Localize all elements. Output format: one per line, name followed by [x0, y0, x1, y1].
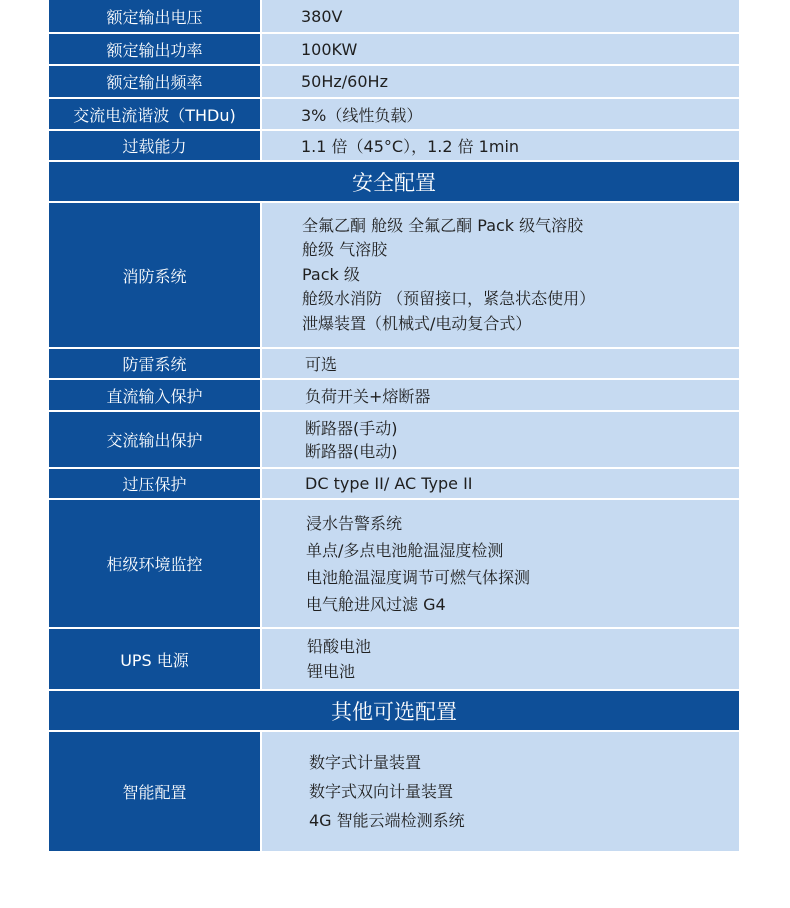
env-line: 单点/多点电池舱温湿度检测: [306, 540, 504, 560]
row-label-overvoltage: 过压保护: [49, 469, 260, 498]
table-row: [49, 66, 739, 97]
row-value-smart: [262, 732, 739, 851]
row-label-ac-protect: 交流输出保护: [49, 412, 260, 467]
ac-protect-line: 断路器(手动): [305, 418, 398, 438]
table-row: [49, 469, 739, 498]
table-row: [49, 0, 739, 32]
row-label-rated-power: 额定输出功率: [49, 34, 260, 64]
table-row: [49, 500, 739, 627]
row-label-ups: UPS 电源: [49, 629, 260, 689]
row-value-rated-power: 100KW: [262, 34, 739, 64]
row-value-thdu: 3%（线性负载）: [262, 99, 739, 129]
row-label-dc-protect: 直流输入保护: [49, 380, 260, 410]
table-row: [49, 349, 739, 378]
ups-line: 锂电池: [307, 662, 356, 681]
row-value-ac-protect: [262, 412, 739, 467]
table-row: [49, 99, 739, 129]
row-label-rated-frequency: 额定输出频率: [49, 66, 260, 97]
env-line: 电池舱温湿度调节可燃气体探测: [306, 567, 531, 587]
env-line: 电气舱进风过滤 G4: [306, 594, 446, 614]
row-value-ups: [262, 629, 739, 689]
table-row: [49, 380, 739, 410]
row-label-fire: 消防系统: [49, 203, 260, 347]
row-label-thdu: 交流电流谐波（THDu): [49, 99, 260, 129]
section-header-other: 其他可选配置: [49, 691, 739, 730]
row-value-env: [262, 500, 739, 627]
smart-line: 数字式双向计量装置: [309, 782, 454, 801]
fire-line: 泄爆装置（机械式/电动复合式）: [302, 313, 532, 333]
row-value-lightning: 可选: [262, 349, 739, 378]
table-row: [49, 131, 739, 160]
row-value-rated-voltage: 380V: [262, 0, 739, 32]
row-label-lightning: 防雷系统: [49, 349, 260, 378]
section-header-safety: 安全配置: [49, 162, 739, 201]
row-label-overload: 过载能力: [49, 131, 260, 160]
ups-line: 铅酸电池: [307, 637, 372, 656]
fire-line: Pack 级: [302, 264, 360, 284]
row-label-smart: 智能配置: [49, 732, 260, 851]
smart-line: 4G 智能云端检测系统: [309, 811, 465, 830]
ac-protect-line: 断路器(电动): [305, 441, 398, 461]
fire-line: 舱级 气溶胶: [302, 240, 388, 260]
fire-line: 全氟乙酮 舱级 全氟乙酮 Pack 级气溶胶: [302, 215, 584, 235]
row-value-rated-frequency: 50Hz/60Hz: [262, 66, 739, 97]
table-row: [49, 34, 739, 64]
fire-line: 舱级水消防 （预留接口，紧急状态使用）: [302, 289, 596, 309]
table-row: [49, 412, 739, 467]
row-value-overvoltage: DC type II/ AC Type II: [262, 469, 739, 498]
table-row: [49, 203, 739, 347]
row-value-dc-protect: 负荷开关+熔断器: [262, 380, 739, 410]
row-label-env: 柜级环境监控: [49, 500, 260, 627]
smart-line: 数字式计量装置: [309, 753, 422, 772]
row-value-overload: 1.1 倍（45°C），1.2 倍 1min: [262, 131, 739, 160]
row-label-rated-voltage: 额定输出电压: [49, 0, 260, 32]
table-row: [49, 629, 739, 689]
row-value-fire: [262, 203, 739, 347]
table-row: [49, 732, 739, 851]
env-line: 浸水告警系统: [306, 513, 403, 533]
